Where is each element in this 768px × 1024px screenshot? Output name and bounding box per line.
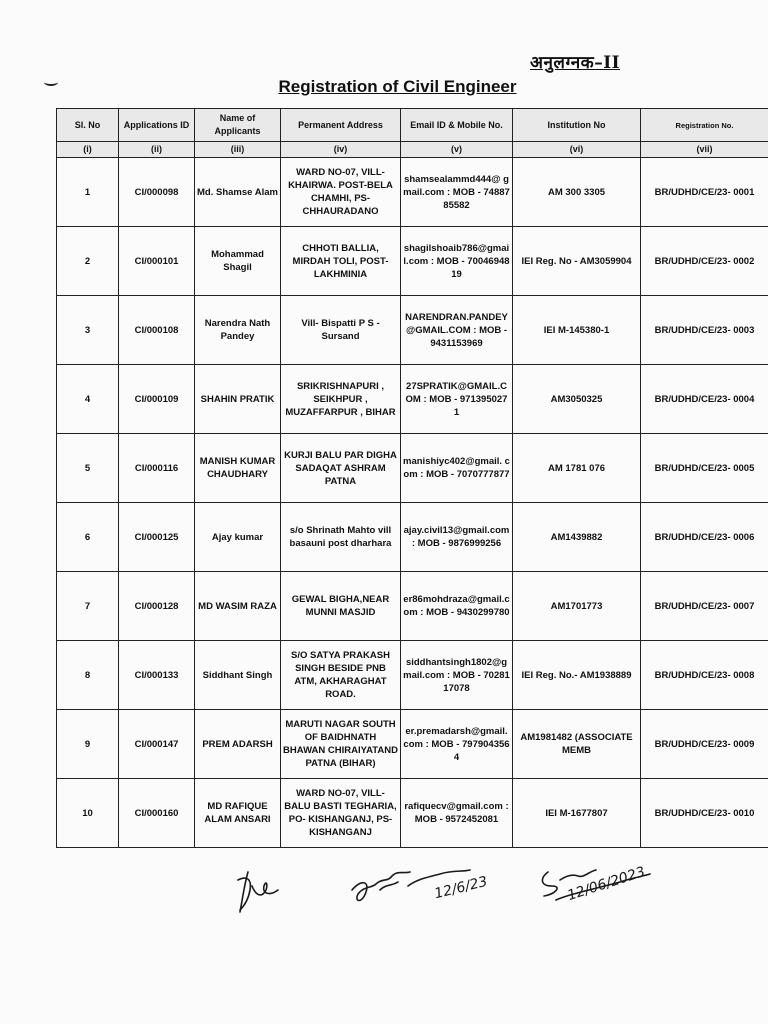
serial-number-cell: 9 <box>57 710 119 779</box>
institution-cell: AM1701773 <box>513 572 641 641</box>
institution-cell: IEI Reg. No.- AM1938889 <box>513 641 641 710</box>
column-number: (vii) <box>641 142 768 158</box>
application-id-cell: CI/000128 <box>119 572 195 641</box>
table-row <box>57 503 768 572</box>
registration-cell: BR/UDHD/CE/23- 0007 <box>641 572 768 641</box>
institution-cell: AM1439882 <box>513 503 641 572</box>
institution-cell: AM 300 3305 <box>513 158 641 227</box>
address-cell: GEWAL BIGHA,NEAR MUNNI MASJID <box>281 572 401 641</box>
serial-number-cell: 2 <box>57 227 119 296</box>
institution-cell: IEI Reg. No - AM3059904 <box>513 227 641 296</box>
column-number: (i) <box>57 142 119 158</box>
contact-cell: er86mohdraza@gmail.com : MOB - 9430299780 <box>401 572 513 641</box>
contact-cell: 27SPRATIK@GMAIL.COM : MOB - 9713950271 <box>401 365 513 434</box>
column-number: (vi) <box>513 142 641 158</box>
contact-cell: shamsealammd444@ gmail.com : MOB - 7488785582 <box>401 158 513 227</box>
application-id-cell: CI/000108 <box>119 296 195 365</box>
contact-cell: er.premadarsh@gmail.com : MOB - 7979043564 <box>401 710 513 779</box>
applicant-name-cell: Mohammad Shagil <box>195 227 281 296</box>
column-header: Institution No <box>513 109 641 142</box>
address-cell: SRIKRISHNAPURI , SEIKHPUR , MUZAFFARPUR , BIHAR <box>281 365 401 434</box>
application-id-cell: CI/000116 <box>119 434 195 503</box>
registration-cell: BR/UDHD/CE/23- 0004 <box>641 365 768 434</box>
column-number: (v) <box>401 142 513 158</box>
serial-number-cell: 5 <box>57 434 119 503</box>
column-header: Name of Applicants <box>195 109 281 142</box>
contact-cell: shagilshoaib786@gmail.com : MOB - 7004694819 <box>401 227 513 296</box>
annexure-label: अनुलग्नक–II <box>530 53 621 73</box>
serial-number-cell: 7 <box>57 572 119 641</box>
column-header: Permanent Address <box>281 109 401 142</box>
registration-cell: BR/UDHD/CE/23- 0001 <box>641 158 768 227</box>
table-row <box>57 779 768 848</box>
table-row <box>57 227 768 296</box>
applicant-name-cell: SHAHIN PRATIK <box>195 365 281 434</box>
applicant-name-cell: MANISH KUMAR CHAUDHARY <box>195 434 281 503</box>
table-row <box>57 710 768 779</box>
institution-cell: IEI M-145380-1 <box>513 296 641 365</box>
address-cell: S/O SATYA PRAKASH SINGH BESIDE PNB ATM, AKHARAGHAT ROAD. <box>281 641 401 710</box>
contact-cell: NARENDRAN.PANDEY @GMAIL.COM : MOB - 9431153969 <box>401 296 513 365</box>
application-id-cell: CI/000160 <box>119 779 195 848</box>
signature-3-date: 12/06/2023 <box>565 863 648 905</box>
signatures-area <box>0 850 768 930</box>
registration-cell: BR/UDHD/CE/23- 0003 <box>641 296 768 365</box>
registration-cell: BR/UDHD/CE/23- 0002 <box>641 227 768 296</box>
contact-cell: manishiyc402@gmail. com : MOB - 7070777877 <box>401 434 513 503</box>
serial-number-cell: 8 <box>57 641 119 710</box>
application-id-cell: CI/000101 <box>119 227 195 296</box>
address-cell: s/o Shrinath Mahto vill basauni post dharhara <box>281 503 401 572</box>
application-id-cell: CI/000109 <box>119 365 195 434</box>
address-cell: CHHOTI BALLIA, MIRDAH TOLI, POST- LAKHMINIA <box>281 227 401 296</box>
applicant-name-cell: PREM ADARSH <box>195 710 281 779</box>
registration-cell: BR/UDHD/CE/23- 0006 <box>641 503 768 572</box>
applicant-name-cell: Narendra Nath Pandey <box>195 296 281 365</box>
column-header: Email ID & Mobile No. <box>401 109 513 142</box>
signature-1 <box>238 872 278 912</box>
registration-cell: BR/UDHD/CE/23- 0005 <box>641 434 768 503</box>
column-number: (iv) <box>281 142 401 158</box>
table-row <box>57 158 768 227</box>
institution-cell: AM3050325 <box>513 365 641 434</box>
column-header: Applications ID <box>119 109 195 142</box>
applicant-name-cell: MD WASIM RAZA <box>195 572 281 641</box>
table-row <box>57 365 768 434</box>
contact-cell: rafiquecv@gmail.com : MOB - 9572452081 <box>401 779 513 848</box>
column-number: (iii) <box>195 142 281 158</box>
address-cell: WARD NO-07, VILL- KHAIRWA. POST-BELA CHAMHI, PS- CHHAURADANO <box>281 158 401 227</box>
application-id-cell: CI/000133 <box>119 641 195 710</box>
registration-cell: BR/UDHD/CE/23- 0010 <box>641 779 768 848</box>
serial-number-cell: 3 <box>57 296 119 365</box>
registration-cell: BR/UDHD/CE/23- 0009 <box>641 710 768 779</box>
address-cell: WARD NO-07, VILL- BALU BASTI TEGHARIA, PO- KISHANGANJ, PS- KISHANGANJ <box>281 779 401 848</box>
applicant-name-cell: Siddhant Singh <box>195 641 281 710</box>
contact-cell: ajay.civil13@gmail.com : MOB - 9876999256 <box>401 503 513 572</box>
applicant-name-cell: Md. Shamse Alam <box>195 158 281 227</box>
serial-number-cell: 6 <box>57 503 119 572</box>
application-id-cell: CI/000147 <box>119 710 195 779</box>
institution-cell: IEI M-1677807 <box>513 779 641 848</box>
contact-cell: siddhantsingh1802@gmail.com : MOB - 7028117078 <box>401 641 513 710</box>
serial-number-cell: 10 <box>57 779 119 848</box>
column-number: (ii) <box>119 142 195 158</box>
column-number-row <box>57 142 768 158</box>
address-cell: MARUTI NAGAR SOUTH OF BAIDHNATH BHAWAN CHIRAIYATAND PATNA (BIHAR) <box>281 710 401 779</box>
column-header: Registration No. <box>641 109 768 142</box>
column-header: Sl. No <box>57 109 119 142</box>
address-cell: KURJI BALU PAR DIGHA SADAQAT ASHRAM PATNA <box>281 434 401 503</box>
table-row <box>57 296 768 365</box>
application-id-cell: CI/000098 <box>119 158 195 227</box>
registration-cell: BR/UDHD/CE/23- 0008 <box>641 641 768 710</box>
serial-number-cell: 1 <box>57 158 119 227</box>
table-header-row <box>57 109 768 142</box>
document-title: Registration of Civil Engineer <box>278 77 517 96</box>
address-cell: Vill- Bispatti P S - Sursand <box>281 296 401 365</box>
registration-table <box>56 108 768 848</box>
applicant-name-cell: MD RAFIQUE ALAM ANSARI <box>195 779 281 848</box>
application-id-cell: CI/000125 <box>119 503 195 572</box>
institution-cell: AM 1781 076 <box>513 434 641 503</box>
institution-cell: AM1981482 (ASSOCIATE MEMB <box>513 710 641 779</box>
table-row <box>57 641 768 710</box>
table-row <box>57 434 768 503</box>
serial-number-cell: 4 <box>57 365 119 434</box>
signature-2-date: 12/6/23 <box>432 873 490 903</box>
table-row <box>57 572 768 641</box>
applicant-name-cell: Ajay kumar <box>195 503 281 572</box>
